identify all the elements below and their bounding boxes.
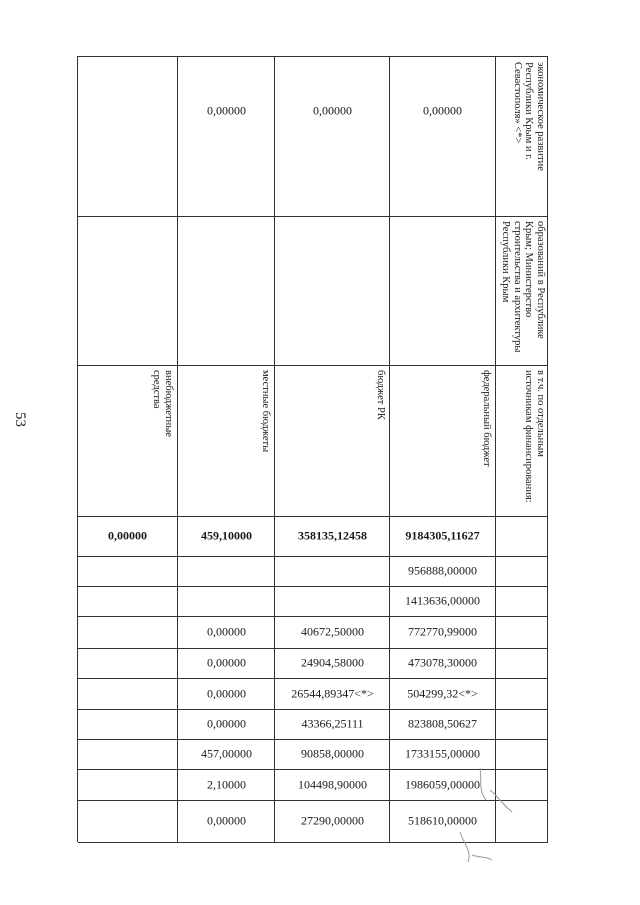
budget-table bbox=[78, 56, 548, 842]
value-cell: 0,00000 bbox=[207, 103, 246, 118]
signature-scribble bbox=[420, 760, 550, 870]
value-cell: 2,10000 bbox=[207, 777, 246, 791]
value-cell: 956888,00000 bbox=[408, 563, 478, 578]
value-cell: 459,10000 bbox=[201, 528, 252, 543]
value-cell: 457,00000 bbox=[201, 746, 252, 761]
value-cell: 104498,90000 bbox=[298, 777, 367, 791]
value-cell: 43366,25111 bbox=[301, 716, 364, 731]
value-cell: 1413636,00000 bbox=[405, 593, 481, 608]
value-cell: 473078,30000 bbox=[408, 655, 478, 670]
value-cell: 823808,50627 bbox=[408, 716, 478, 731]
value-cell: 0,00000 bbox=[207, 716, 246, 731]
value-cell: 0,00000 bbox=[207, 813, 246, 828]
value-cell: 26544,89347<*> bbox=[291, 686, 374, 700]
value-cell: 0,00000 bbox=[207, 686, 246, 700]
program-name-cell: экономическое развитие Республики Крым и г. Севастополя» <*> bbox=[512, 62, 546, 171]
value-cell: 0,00000 bbox=[423, 103, 463, 118]
value-cell: 1733155,00000 bbox=[405, 746, 481, 761]
value-cell: 9184305,11627 bbox=[405, 528, 481, 543]
row-label-rk: бюджет РК bbox=[375, 370, 386, 420]
executors-cell: образований в Республике Крым; Министерство строительства и архитектуры Республики Крым bbox=[500, 221, 546, 353]
value-cell: 772770,99000 bbox=[408, 624, 478, 639]
value-cell: 0,00000 bbox=[313, 103, 352, 118]
row-label-federal: федеральный бюджет bbox=[481, 370, 492, 467]
value-cell: 40672,50000 bbox=[301, 624, 364, 639]
row-label-offbudget: внебюджетные средства bbox=[151, 370, 174, 437]
value-cell: 0,00000 bbox=[108, 528, 148, 543]
value-cell: 27290,00000 bbox=[301, 813, 364, 828]
value-cell: 1986059,00000 bbox=[405, 777, 481, 791]
page-number: 53 bbox=[12, 412, 28, 427]
value-cell: 90858,00000 bbox=[301, 746, 364, 761]
row-label-local: местные бюджеты bbox=[260, 370, 271, 453]
scribble-path bbox=[460, 768, 512, 862]
funding-header-cell: в т.ч. по отдельным источникам финансирования: bbox=[523, 370, 546, 503]
value-cell: 24904,58000 bbox=[301, 655, 364, 670]
value-cell: 518610,00000 bbox=[408, 813, 478, 828]
value-cell: 0,00000 bbox=[207, 624, 246, 639]
value-cell: 504299,32<*> bbox=[407, 686, 479, 700]
value-cell: 358135,12458 bbox=[298, 528, 367, 543]
value-cell: 0,00000 bbox=[207, 655, 246, 670]
